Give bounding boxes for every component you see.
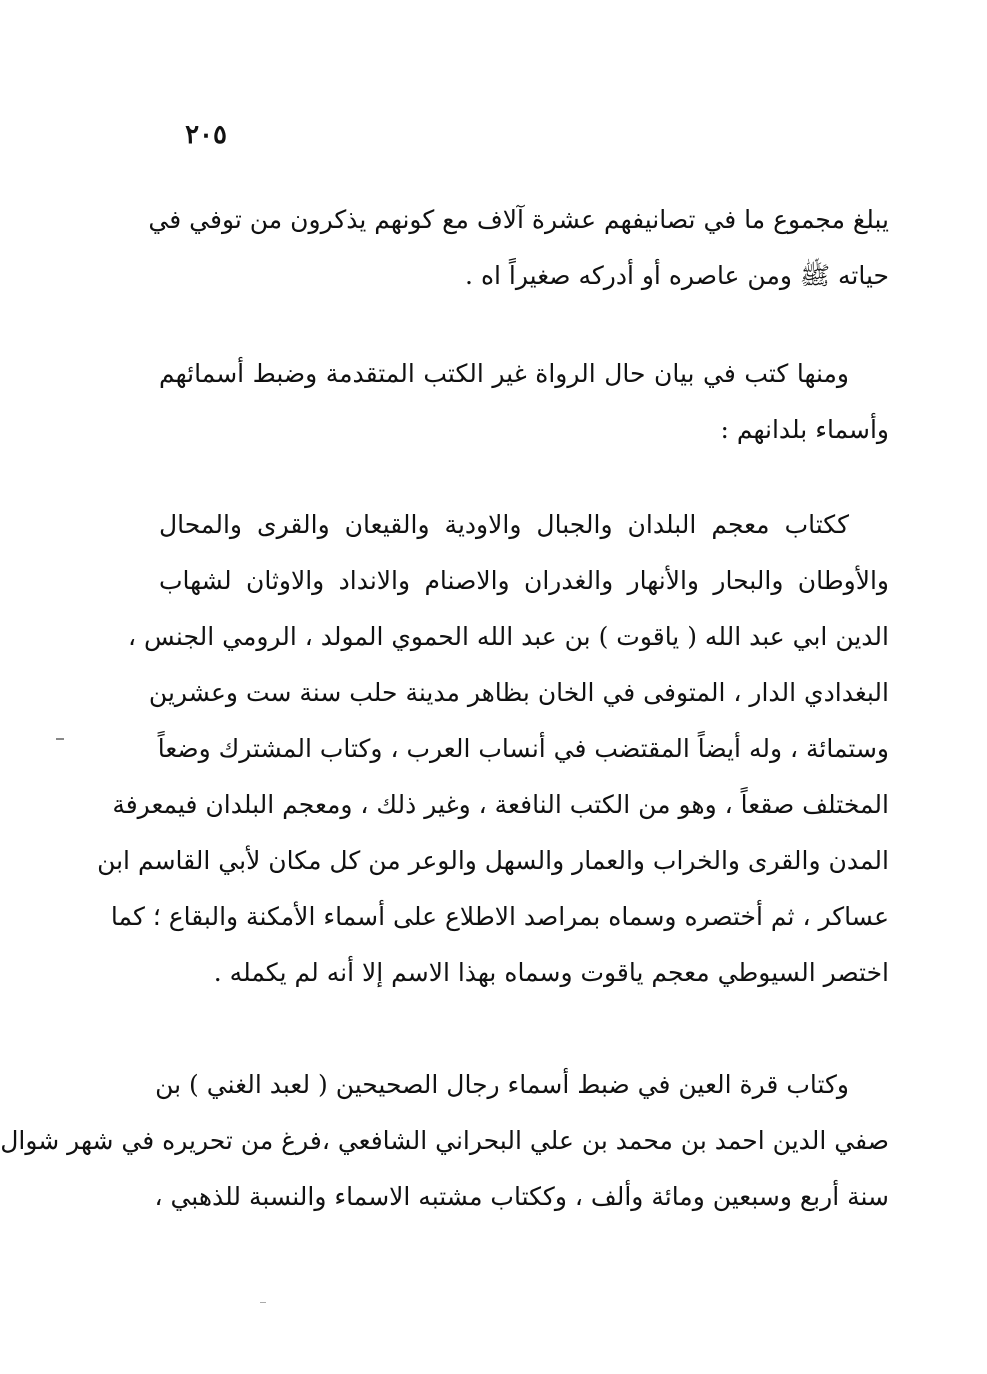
paragraph-line: وستمائة ، وله أيضاً المقتضب في أنساب العرب ، وكتاب المشترك وضعاً [157,734,889,763]
paragraph-line: اختصر السيوطي معجم ياقوت وسماه بهذا الاسم إلا أنه لم يكمله . [213,958,889,987]
scan-margin-mark [56,738,64,740]
paragraph-3 [97,497,889,1001]
paragraph-line: المختلف صقعاً ، وهو من الكتب النافعة ، وغير ذلك ، ومعجم البلدان فيمعرفة [112,790,889,819]
paragraph-line: والأوطان والبحار والأنهار والغدران والاصنام والانداد والاوثان لشهاب [159,566,889,595]
paragraph-2 [159,346,889,458]
paragraph-1 [148,192,889,304]
paragraph-line: يبلغ مجموع ما في تصانيفهم عشرة آلاف مع كونهم يذكرون من توفي في [148,205,889,234]
paragraph-line: سنة أربع وسبعين ومائة وألف ، وككتاب مشتبه الاسماء والنسبة للذهبي ، [154,1182,889,1211]
paragraph-4 [0,1057,889,1225]
paragraph-line: صفي الدين احمد بن محمد بن علي البحراني الشافعي ،فرغ من تحريره في شهر شوال [0,1126,889,1155]
page-number: ٢٠٥ [185,120,227,150]
paragraph-line: الدين ابي عبد الله ( ياقوت ) بن عبد الله الحموي المولد ، الرومي الجنس ، [128,622,889,651]
paragraph-line: عساكر ، ثم أختصره وسماه بمراصد الاطلاع على أسماء الأمكنة والبقاع ؛ كما [110,902,889,931]
paragraph-line: ومنها كتب في بيان حال الرواة غير الكتب المتقدمة وضبط أسمائهم [159,359,849,388]
paragraph-line: المدن والقرى والخراب والعمار والسهل والوعر من كل مكان لأبي القاسم ابن [97,846,889,875]
paragraph-line: حياته ﷺ ومن عاصره أو أدركه صغيراً اه . [465,261,889,290]
paragraph-line: وأسماء بلدانهم : [720,415,889,444]
scan-speck [260,1302,266,1303]
paragraph-line: البغدادي الدار ، المتوفى في الخان بظاهر مدينة حلب سنة ست وعشرين [148,678,889,707]
paragraph-line: وكتاب قرة العين في ضبط أسماء رجال الصحيحين ( لعبد الغني ) بن [155,1070,849,1099]
paragraph-line: ككتاب معجم البلدان والجبال والاودية والقيعان والقرى والمحال [159,510,849,539]
